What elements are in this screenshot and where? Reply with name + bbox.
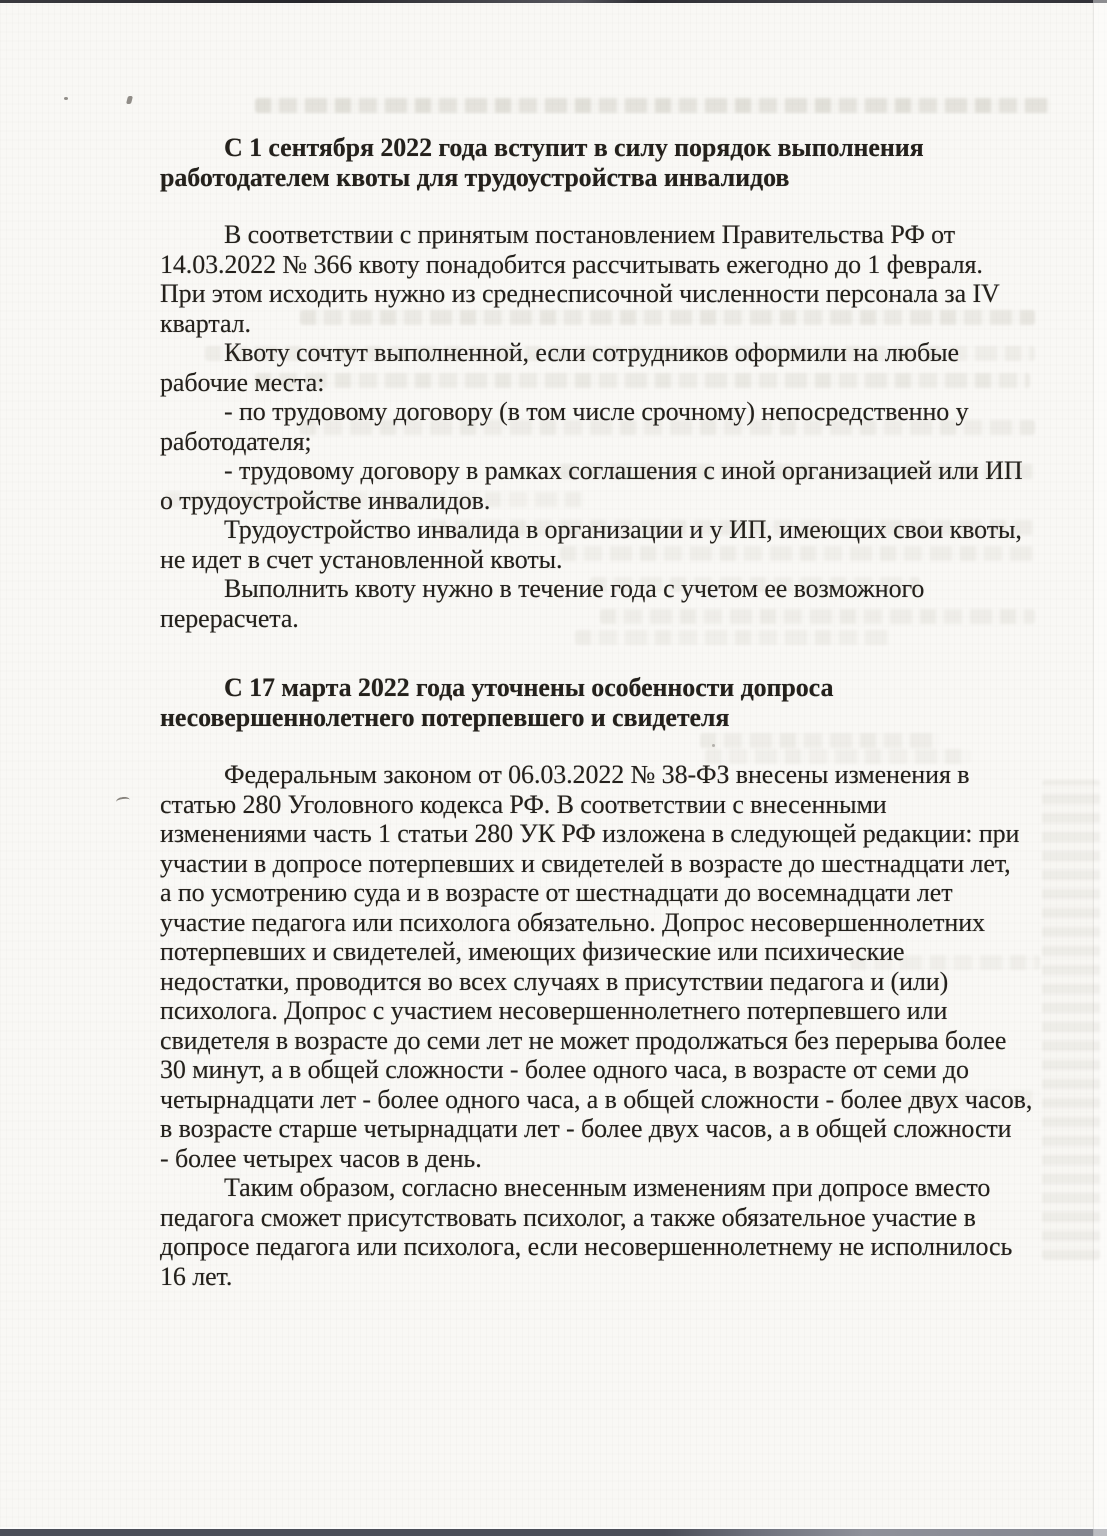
text-line: статью 280 Уголовного кодекса РФ. В соответствии с внесенными	[160, 789, 887, 819]
text-line: 16 лет.	[160, 1261, 233, 1291]
text-line: Таким образом, согласно внесенным изменениям при допросе вместо	[224, 1173, 991, 1202]
text-line: психолога. Допрос с участием несовершеннолетнего потерпевшего или	[160, 996, 948, 1025]
text-line: В соответствии с принятым постановлением Правительства РФ от	[224, 220, 955, 249]
text-line: потерпевших и свидетелей, имеющих физические или психические	[160, 937, 905, 966]
paragraph	[160, 397, 1038, 456]
text-line: в возрасте старше четырнадцати лет - более двух часов, а в общей сложности	[160, 1114, 1012, 1143]
text-line: а по усмотрению суда и в возрасте от шестнадцати до восемнадцати лет	[160, 878, 953, 907]
scan-artifact	[64, 97, 68, 100]
text-line: педагога сможет присутствовать психолог, а также обязательное участие в	[160, 1202, 976, 1232]
text-line: допросе педагога или психолога, если несовершеннолетнему не исполнилось	[160, 1232, 1013, 1261]
paragraph	[160, 515, 1038, 574]
paragraph	[160, 1173, 1038, 1291]
text-line: Трудоустройство инвалида в организации и у ИП, имеющих свои квоты,	[224, 515, 1022, 544]
bleedthrough-artifact	[1042, 780, 1100, 1260]
text-line: Федеральным законом от 06.03.2022 № 38-ФЗ внесены изменения в	[224, 760, 970, 789]
text-line: Квоту сочтут выполненной, если сотрудников оформили на любые	[224, 338, 959, 367]
text-line: перерасчета.	[160, 603, 299, 633]
document-body	[160, 133, 1038, 1291]
text-line: участии в допросе потерпевших и свидетелей в возрасте до шестнадцати лет,	[160, 848, 1011, 878]
text-line: участие педагога или психолога обязательно. Допрос несовершеннолетних	[160, 907, 985, 937]
text-line: изменениями часть 1 статьи 280 УК РФ изложена в следующей редакции: при	[160, 819, 1020, 848]
text-line: С 1 сентября 2022 года вступит в силу порядок выполнения	[224, 133, 924, 162]
text-line: 14.03.2022 № 366 квоту понадобится рассчитывать ежегодно до 1 февраля.	[160, 249, 983, 279]
text-line: С 17 марта 2022 года уточнены особенности допроса	[224, 673, 834, 702]
paragraph	[160, 760, 1038, 1173]
text-line: рабочие места:	[160, 367, 325, 397]
text-line: работодателя;	[160, 426, 312, 456]
text-line: недостатки, проводится во всех случаях в присутствии педагога и (или)	[160, 966, 949, 996]
text-line: четырнадцати лет - более одного часа, а в общей сложности - более двух часов,	[160, 1084, 1033, 1114]
text-line: - трудовому договору в рамках соглашения с иной организацией или ИП	[224, 456, 1023, 485]
paragraph	[160, 220, 1038, 338]
scan-edge-bottom	[0, 1529, 1107, 1536]
text-line: квартал.	[160, 308, 251, 338]
text-line: - по трудовому договору (в том числе срочному) непосредственно у	[224, 397, 969, 426]
paragraph	[160, 574, 1038, 633]
text-line: Выполнить квоту нужно в течение года с учетом ее возможного	[224, 574, 925, 603]
text-line: несовершеннолетнего потерпевшего и свидетеля	[160, 702, 730, 732]
scan-edge-top	[0, 0, 1107, 3]
section-heading	[160, 673, 1038, 732]
section-heading	[160, 133, 1038, 192]
text-line: 30 минут, а в общей сложности - более одного часа, в возрасте от семи до	[160, 1055, 969, 1084]
bleedthrough-artifact	[255, 98, 1050, 113]
text-line: - более четырех часов в день.	[160, 1143, 482, 1173]
scan-edge-right	[1093, 0, 1107, 1536]
text-line: При этом исходить нужно из среднесписочной численности персонала за IV	[160, 279, 1000, 308]
text-line: не идет в счет установленной квоты.	[160, 544, 563, 574]
text-line: свидетеля в возрасте до семи лет не может продолжаться без перерыва более	[160, 1025, 1007, 1055]
scan-artifact	[126, 96, 133, 104]
paragraph	[160, 338, 1038, 397]
text-line: о трудоустройстве инвалидов.	[160, 485, 491, 515]
text-line: работодателем квоты для трудоустройства инвалидов	[160, 162, 790, 192]
scan-artifact	[116, 796, 131, 806]
paragraph	[160, 456, 1038, 515]
